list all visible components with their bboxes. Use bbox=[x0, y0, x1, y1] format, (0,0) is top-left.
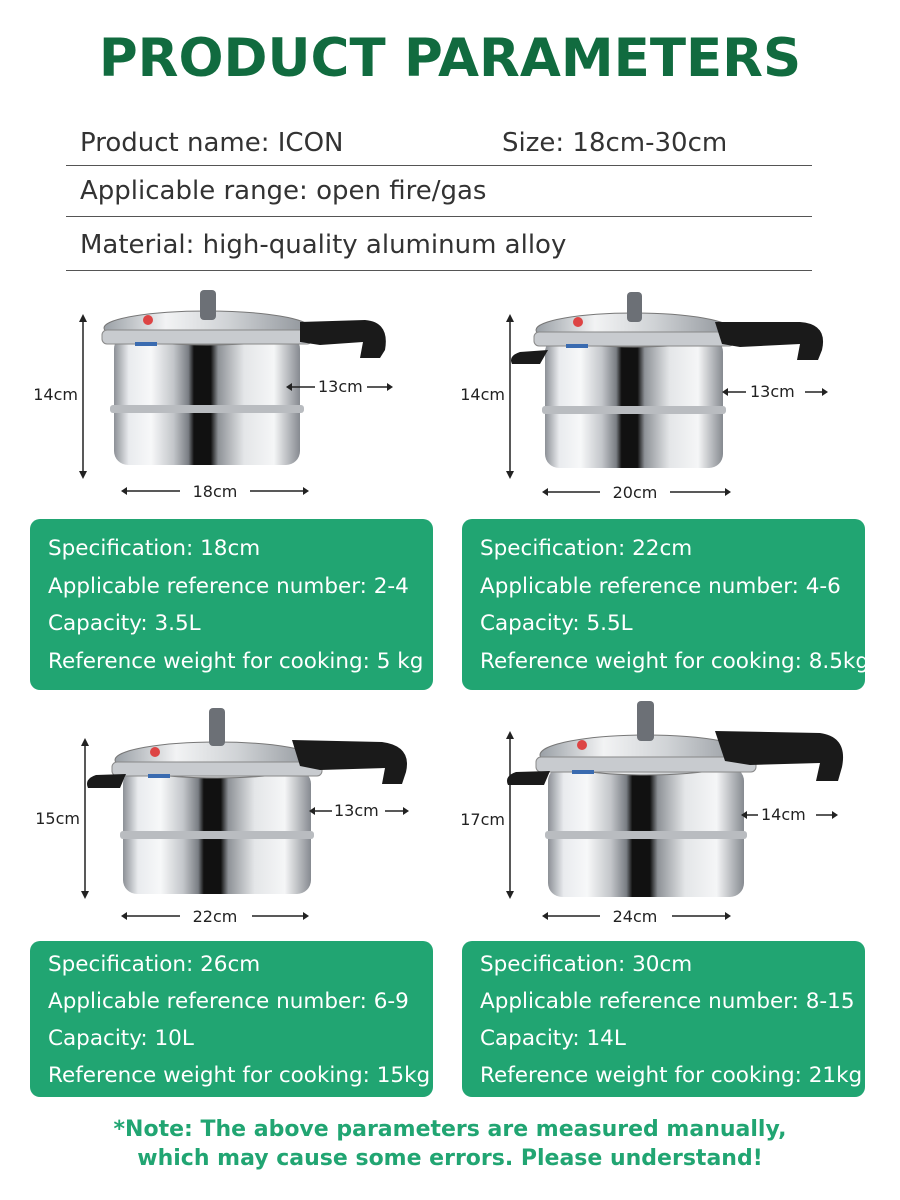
height-dimension-4: 17cm bbox=[460, 810, 505, 829]
diameter-dimension-4: 24cm bbox=[612, 907, 658, 926]
footnote-line-1: *Note: The above parameters are measured manually, bbox=[113, 1117, 787, 1142]
handle-dimension-3: 13cm bbox=[334, 801, 379, 820]
spec-reference-number: Applicable reference number: 8-15 bbox=[480, 989, 855, 1014]
spec-reference-number: Applicable reference number: 2-4 bbox=[48, 573, 409, 599]
spec-specification: Specification: 26cm bbox=[48, 952, 261, 977]
spec-card-2 bbox=[462, 519, 870, 690]
spec-capacity: Capacity: 14L bbox=[480, 1026, 626, 1051]
spec-specification: Specification: 30cm bbox=[480, 952, 693, 977]
diameter-dimension-3: 22cm bbox=[192, 907, 238, 926]
pressure-cooker-20cm bbox=[511, 292, 823, 468]
spec-card-3 bbox=[30, 941, 433, 1097]
handle-dimension-2: 13cm bbox=[750, 382, 795, 401]
spec-capacity: Capacity: 5.5L bbox=[480, 611, 633, 636]
diameter-dimension-2: 20cm bbox=[612, 483, 658, 502]
handle-dimension-4: 14cm bbox=[761, 805, 806, 824]
handle-dimension-1: 13cm bbox=[318, 377, 363, 396]
spec-cooking-weight: Reference weight for cooking: 5 kg bbox=[48, 648, 424, 674]
spec-reference-number: Applicable reference number: 6-9 bbox=[48, 989, 409, 1014]
page-title: PRODUCT PARAMETERS bbox=[98, 28, 802, 89]
material-text: Material: high-quality aluminum alloy bbox=[80, 230, 567, 260]
pot-illustration-1 bbox=[30, 280, 440, 510]
spec-cooking-weight: Reference weight for cooking: 21kg bbox=[480, 1063, 863, 1088]
diameter-dimension-1: 18cm bbox=[192, 482, 238, 501]
param-row-name-size bbox=[66, 120, 812, 166]
height-dimension-1: 14cm bbox=[33, 385, 78, 404]
height-dimension-2: 14cm bbox=[460, 385, 505, 404]
spec-capacity: Capacity: 3.5L bbox=[48, 611, 201, 636]
product-name-text: Product name: ICON bbox=[80, 128, 344, 158]
param-row-range bbox=[66, 168, 812, 217]
spec-card-4 bbox=[462, 941, 865, 1097]
spec-cooking-weight: Reference weight for cooking: 15kg bbox=[48, 1063, 431, 1088]
pressure-cooker-24cm bbox=[507, 701, 843, 897]
height-dimension-3: 15cm bbox=[35, 809, 80, 828]
spec-cooking-weight: Reference weight for cooking: 8.5kg bbox=[480, 648, 870, 674]
param-row-material bbox=[66, 220, 812, 271]
footnote bbox=[0, 1115, 900, 1173]
pot-illustration-4 bbox=[460, 695, 870, 935]
pot-illustration-3 bbox=[30, 700, 440, 935]
spec-card-1 bbox=[30, 519, 433, 690]
footnote-line-2: which may cause some errors. Please understand! bbox=[137, 1146, 763, 1171]
spec-specification: Specification: 22cm bbox=[480, 536, 693, 561]
pot-illustration-2 bbox=[460, 280, 870, 510]
size-text: Size: 18cm-30cm bbox=[502, 128, 728, 158]
spec-capacity: Capacity: 10L bbox=[48, 1026, 194, 1051]
applicable-range-text: Applicable range: open fire/gas bbox=[80, 176, 487, 206]
spec-reference-number: Applicable reference number: 4-6 bbox=[480, 573, 841, 599]
spec-specification: Specification: 18cm bbox=[48, 536, 261, 561]
